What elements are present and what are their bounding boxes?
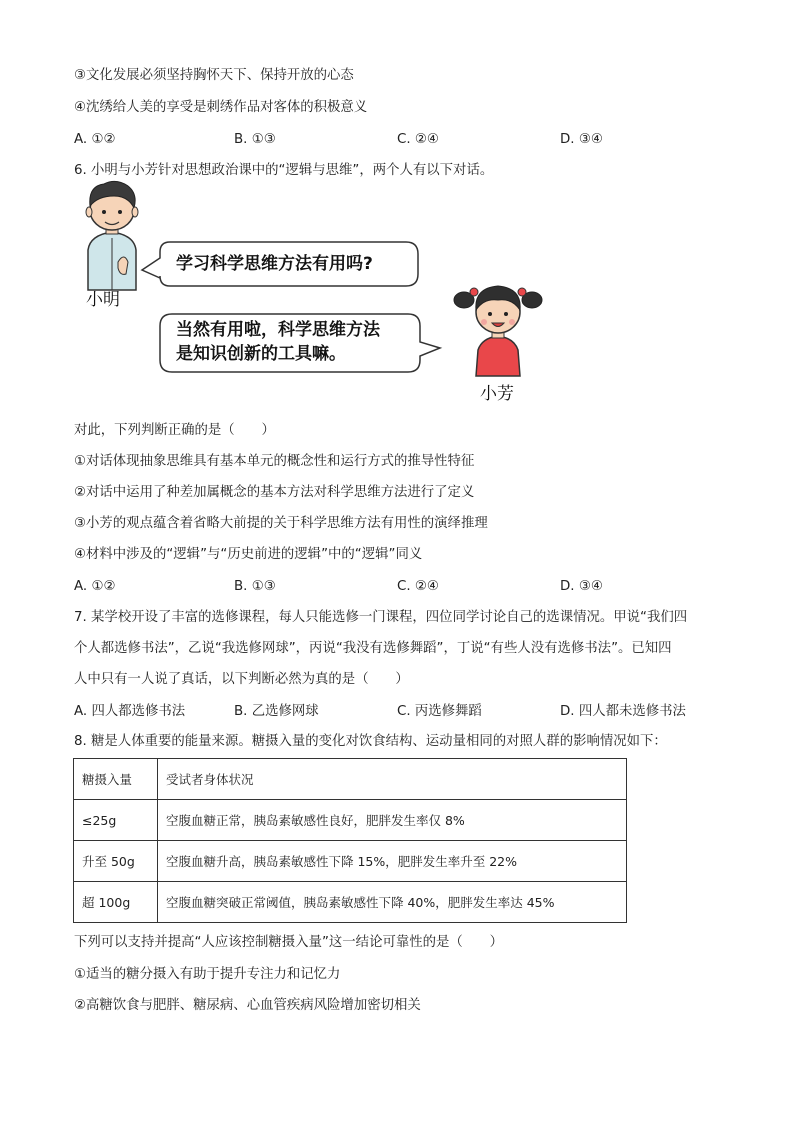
table-cell: 空腹血糖正常，胰岛素敏感性良好，肥胖发生率仅 8% [158, 800, 627, 841]
boy-speech-text: 学习科学思维方法有用吗? [176, 254, 373, 274]
q7-option-d: D. 四人都未选修书法 [560, 704, 686, 719]
q5-option-b: B. ①③ [234, 132, 276, 147]
q6-item-1: ①对话体现抽象思维具有基本单元的概念性和运行方式的推导性特征 [74, 454, 475, 469]
q7-stem-line-2: 个人都选修书法”，乙说“我选修网球”，丙说“我没有选修舞蹈”，丁说“有些人没有选修书法”。已知四 [74, 641, 672, 656]
q7-option-b: B. 乙选修网球 [234, 704, 319, 719]
q6-option-c: C. ②④ [397, 579, 439, 594]
table-cell: 超 100g [74, 882, 158, 923]
table-cell: 空腹血糖升高，胰岛素敏感性下降 15%，肥胖发生率升至 22% [158, 841, 627, 882]
q6-option-b: B. ①③ [234, 579, 276, 594]
q6-item-4: ④材料中涉及的“逻辑”与“历史前进的逻辑”中的“逻辑”同义 [74, 547, 423, 562]
q7-option-a: A. 四人都选修书法 [74, 704, 186, 719]
table-row [74, 882, 627, 923]
table-header-row [74, 759, 627, 800]
q6-item-2: ②对话中运用了种差加属概念的基本方法对科学思维方法进行了定义 [74, 485, 475, 500]
q8-item-1: ①适当的糖分摄入有助于提升专注力和记忆力 [74, 967, 341, 982]
table-cell: 升至 50g [74, 841, 158, 882]
dialogue-illustration [0, 0, 794, 410]
girl-figure [454, 286, 542, 376]
q7-stem-line-3: 人中只有一人说了真话，以下判断必然为真的是（ ） [74, 672, 409, 687]
q5-item-3: ③文化发展必须坚持胸怀天下、保持开放的心态 [74, 68, 354, 83]
q8-item-2: ②高糖饮食与肥胖、糖尿病、心血管疾病风险增加密切相关 [74, 998, 421, 1013]
q7-options [74, 703, 686, 721]
boy-name-label: 小明 [86, 290, 120, 310]
girl-speech-line-1: 当然有用啦，科学思维方法 [176, 320, 380, 340]
q6-item-3: ③小芳的观点蕴含着省略大前提的关于科学思维方法有用性的演绎推理 [74, 516, 488, 531]
sugar-intake-table [73, 758, 627, 923]
table-header-cell: 糖摄入量 [74, 759, 158, 800]
q6-option-d: D. ③④ [560, 579, 603, 594]
table-header-cell: 受试者身体状况 [158, 759, 627, 800]
q6-options [74, 578, 634, 596]
q5-item-4: ④沈绣给人美的享受是刺绣作品对客体的积极意义 [74, 100, 368, 115]
q5-option-a: A. ①② [74, 132, 116, 147]
q7-stem-line-1: 7. 某学校开设了丰富的选修课程，每人只能选修一门课程，四位同学讨论自己的选课情况。甲说“我们四 [74, 610, 688, 625]
q8-question: 下列可以支持并提高“人应该控制糖摄入量”这一结论可靠性的是（ ） [74, 935, 503, 950]
q6-question: 对此，下列判断正确的是（ ） [74, 423, 275, 438]
q5-option-d: D. ③④ [560, 132, 603, 147]
q6-stem: 6. 小明与小芳针对思想政治课中的“逻辑与思维”，两个人有以下对话。 [74, 163, 494, 178]
boy-figure [86, 181, 138, 290]
q7-option-c: C. 丙选修舞蹈 [397, 704, 482, 719]
q5-option-c: C. ②④ [397, 132, 439, 147]
girl-name-label: 小芳 [480, 384, 514, 404]
girl-speech-line-2: 是知识创新的工具嘛。 [176, 344, 346, 364]
table-row [74, 800, 627, 841]
q6-option-a: A. ①② [74, 579, 116, 594]
table-cell: 空腹血糖突破正常阈值，胰岛素敏感性下降 40%，肥胖发生率达 45% [158, 882, 627, 923]
q8-stem: 8. 糖是人体重要的能量来源。糖摄入量的变化对饮食结构、运动量相同的对照人群的影响情况如下： [74, 734, 667, 749]
table-cell: ≤25g [74, 800, 158, 841]
table-row [74, 841, 627, 882]
